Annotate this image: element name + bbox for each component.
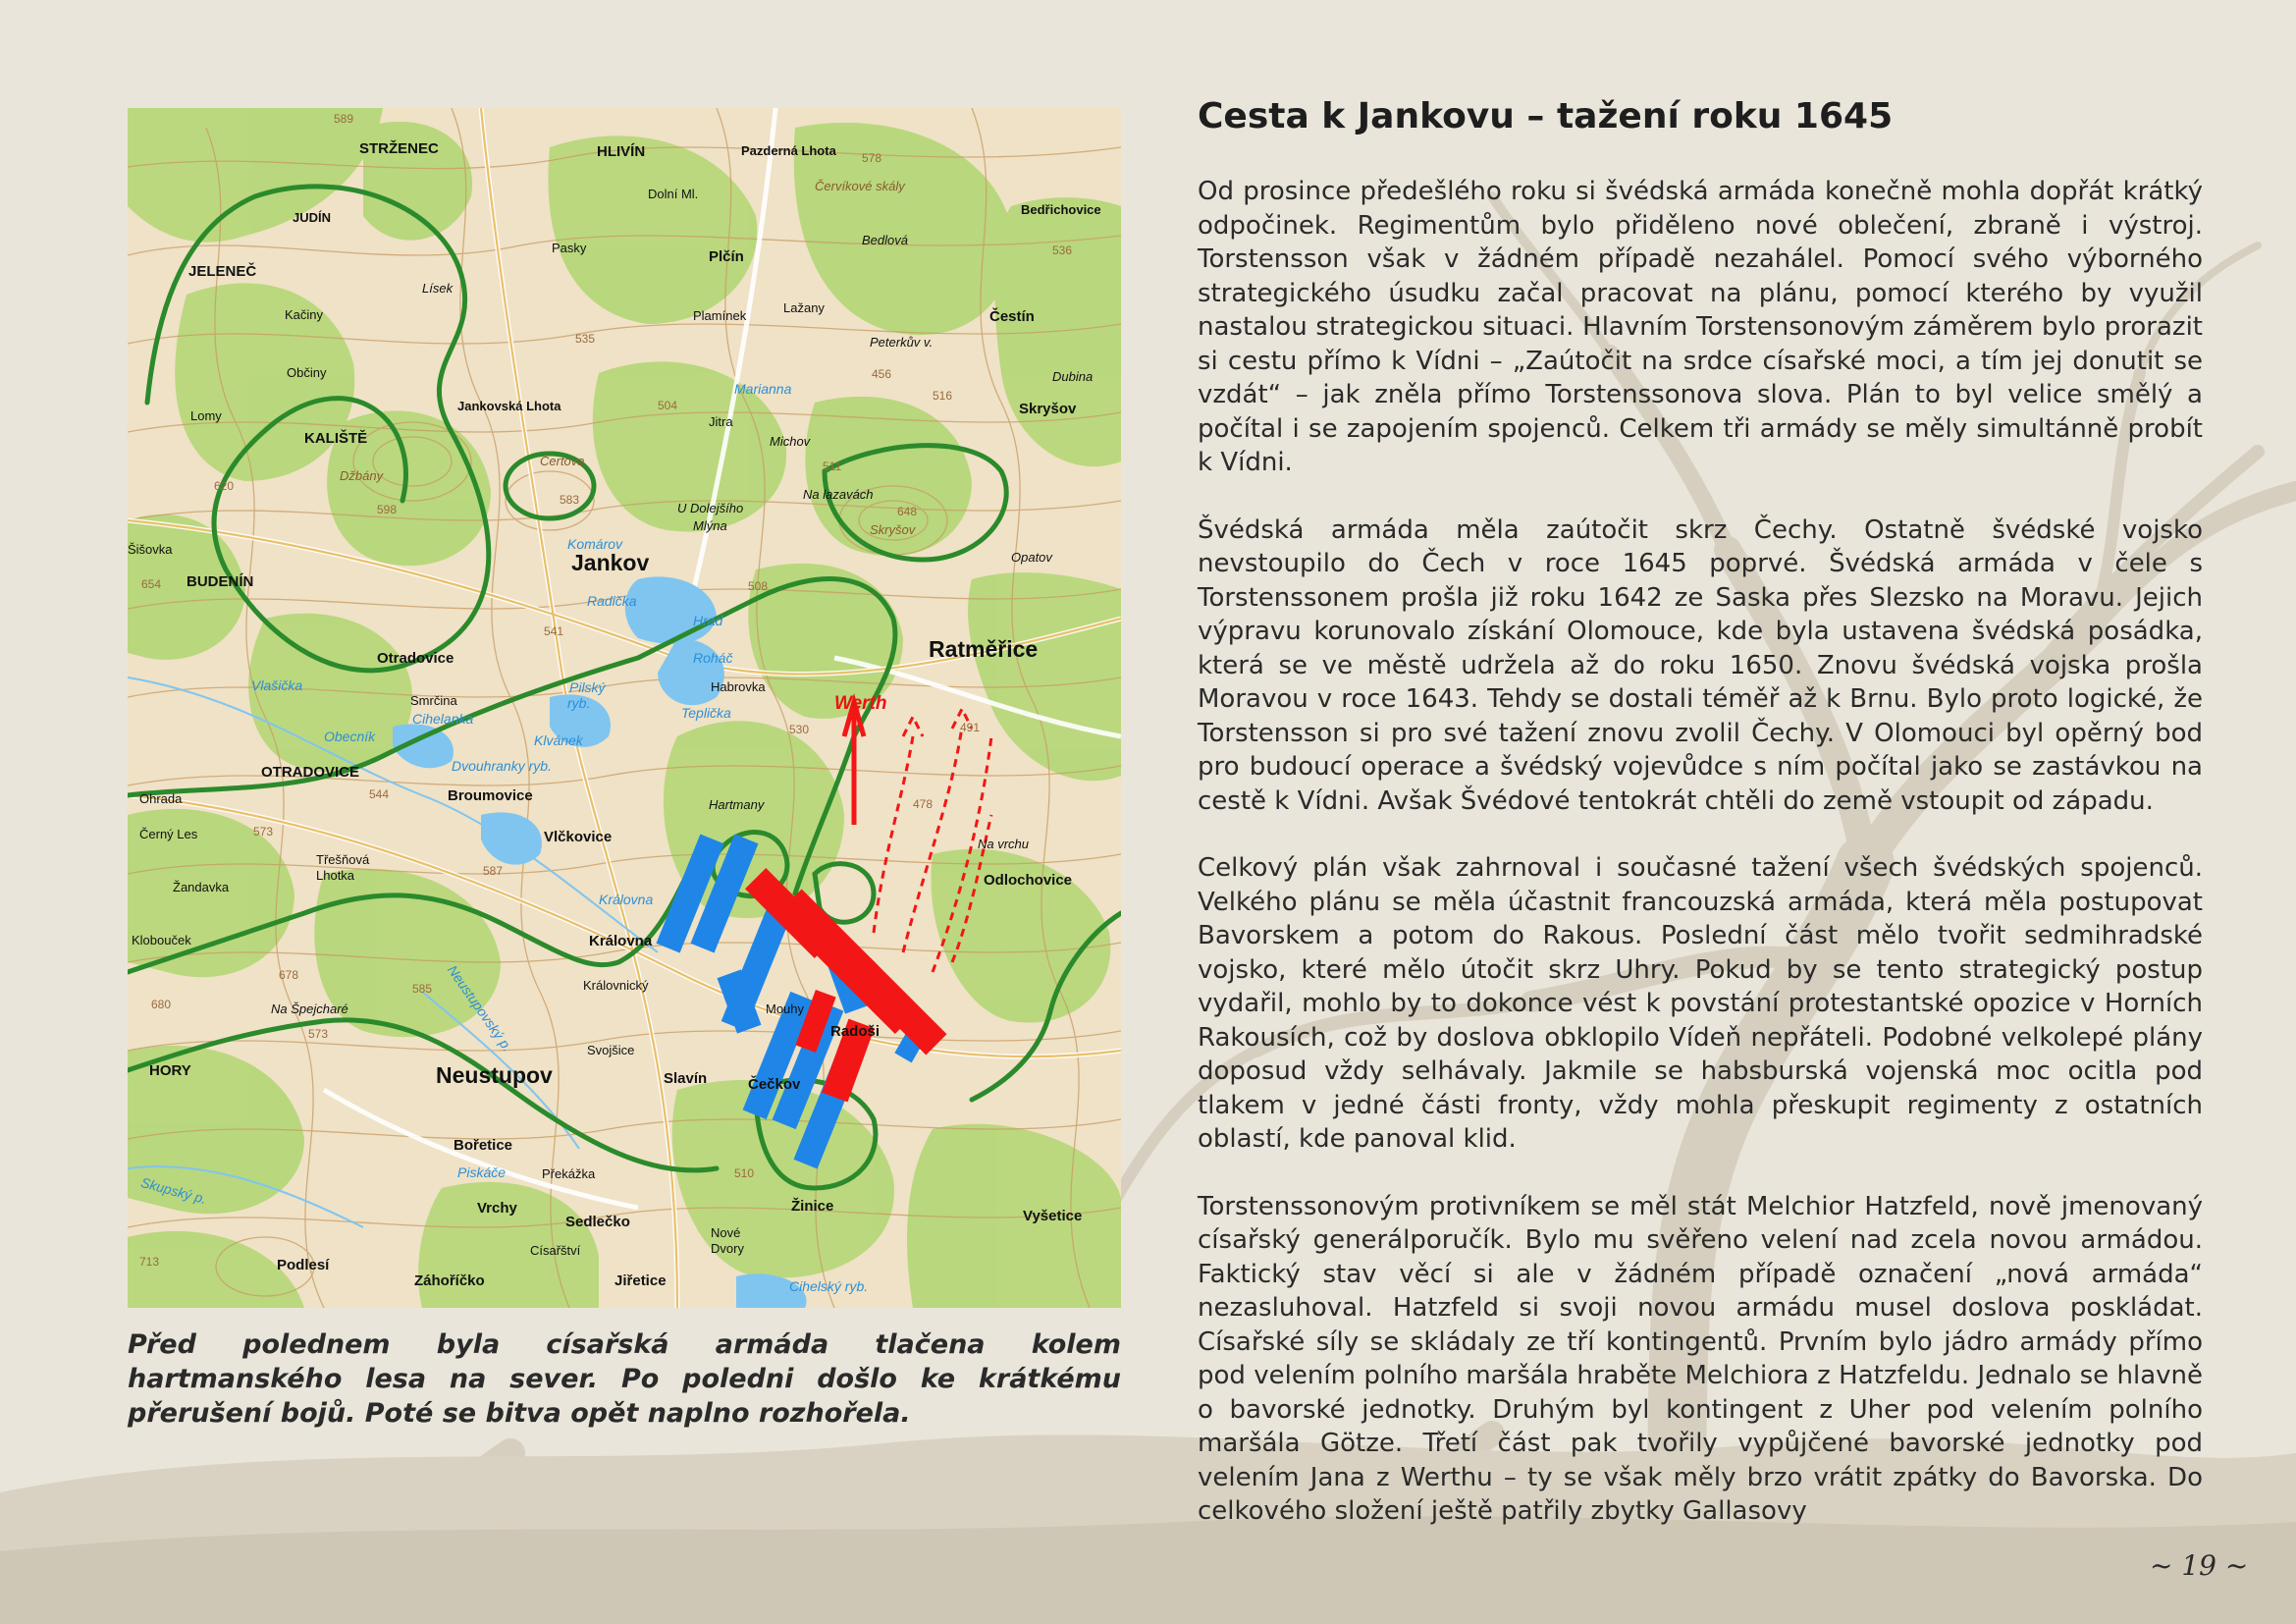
map-label-pasky: Pasky [552, 241, 587, 255]
map-label-hlivin: HLIVÍN [597, 143, 646, 160]
map-label-strzenec: STRŽENEC [359, 140, 439, 157]
elevation-label: 541 [544, 624, 564, 638]
map-label-cechkov: Čečkov [748, 1076, 801, 1093]
map-label-smrcina: Smrčina [410, 693, 457, 708]
map-label-dolni-mlyn: Dolní Ml. [648, 187, 699, 201]
battle-map [128, 108, 1121, 1308]
elevation-label: 544 [369, 787, 390, 801]
map-label-sisovka: Šišovka [128, 542, 173, 557]
map-label-lhotka: Lhotka [316, 868, 355, 883]
map-label-vrchy: Vrchy [477, 1200, 517, 1217]
map-label-dvory: Dvory [711, 1241, 744, 1256]
map-label-neustupov: Neustupov [436, 1062, 553, 1088]
map-label-otradovice-caps: OTRADOVICE [261, 764, 360, 781]
elevation-label: 516 [933, 389, 953, 403]
elevation-label: 535 [575, 332, 596, 346]
map-label-hartmany: Hartmany [709, 797, 765, 812]
map-label-zinice: Žinice [791, 1198, 834, 1215]
map-label-cisarstvi: Císařštví [530, 1243, 581, 1258]
map-label-kralovnicky: Královnický [583, 978, 649, 993]
map-caption: Před polednem byla císařská armáda tlačena kolem hartmanského lesa na sever. Po poledni došlo ke krátkému přerušení bojů. Poté se bitva opět naplno rozhořela. [128, 1329, 1121, 1429]
elevation-label: 678 [279, 968, 299, 982]
map-label-cihelsky: Cihelský ryb. [789, 1278, 869, 1294]
map-label-podlesi: Podlesí [277, 1257, 330, 1273]
map-label-cerny-les: Černý Les [139, 827, 198, 841]
map-label-skrysov: Skryšov [1019, 401, 1077, 417]
map-label-dvouhranky: Dvouhranky ryb. [452, 758, 552, 774]
map-label-broumovice: Broumovice [448, 787, 533, 804]
map-label-teplicka: Teplička [681, 705, 731, 721]
article-title: Cesta k Jankovu – tažení roku 1645 [1198, 96, 1894, 136]
elevation-label: 589 [334, 112, 354, 126]
map-label-dubina: Dubina [1052, 369, 1094, 384]
elevation-label: 478 [913, 797, 934, 811]
map-label-skrysov-hill: Skryšov [870, 522, 916, 537]
map-label-jankov: Jankov [571, 550, 650, 575]
map-label-radicka: Radička [587, 593, 637, 609]
map-label-mlyna: Mlýna [693, 518, 727, 533]
elevation-label: 573 [308, 1027, 329, 1041]
map-label-zahoricko: Záhoříčko [414, 1272, 485, 1289]
map-label-vysetice: Vyšetice [1023, 1208, 1083, 1224]
map-label-radosi: Radoši [830, 1023, 881, 1040]
article-paragraph: Celkový plán však zahrnoval i současné tažení všech švédských spojenců. Velkého plánu se měla účastnit francouzská armáda, která měla postupovat Bavorskem a potom do Rakous. Poslední část mělo tvořit sedmihradské vojsko, které mělo útočit skrz Uhry. Pokud by se tento strategický postup vydařil, mohlo by to dokonce vést k povstání protestantské opozice v Horních Rakousích, což by doslova obklopilo Vídeň nepřáteli. Podobné velkolepé plány doposud vždy selhávaly. Jakmile se habsburská vojenská moc ocitla pod tlakem v jedné části fronty, vždy mohla přeskupit regimenty z ostatních oblastí, kde panoval klid. [1198, 853, 2203, 1154]
map-label-vlckovice: Vlčkovice [544, 829, 613, 845]
map-label-ohrada: Ohrada [139, 791, 183, 806]
map-label-slavin: Slavín [664, 1070, 708, 1087]
page-number: ~ 19 ~ [2150, 1549, 2249, 1582]
map-label-budenin: BUDENÍN [187, 573, 254, 590]
article-paragraph: Od prosince předešlého roku si švédská armáda konečně mohla dopřát krátký odpočinek. Regimentům bylo přiděleno nové oblečení, zbraně i výstroj. Torstensson však v žádném případě nezahálel. Pomocí svého výborného strategického úsudku začal pracovat na plánu, pomocí kterého by využil nastalou strategickou situaci. Hlavním Torstensonovým záměrem bylo prorazit si cestu přímo k Vídni – „Zaútočit na srdce císařské moci, a tím jej donutit se vzdát“ – jak zněla přímo Torstenssonova slova. Plán to byl velice smělý a počítal i se zapojením spojenců. Celkem tři armády se měly simultánně probít k Vídni. [1198, 177, 2203, 477]
map-label-prekazka: Překážka [542, 1166, 596, 1181]
map-label-lazany: Lažany [783, 300, 825, 315]
map-label-neustupovsky: Neustupovský p. [444, 962, 516, 1055]
elevation-label: 587 [483, 864, 504, 878]
map-label-hrad: Hrad [693, 613, 723, 628]
article-paragraph: Torstenssonovým protivníkem se měl stát Melchior Hatzfeld, nově jmenovaný císařský generálporučík. Bylo mu svěřeno velení nad zcela novou armádou. Faktický stav věcí si ale v žádném případě označení „nová armáda“ nezasluhoval. Hatzfeld si svoji novou armádu musel doslova poskládat. Císařské síly se skládaly ze tří kontingentů. Prvním bylo jádro armády přímo pod velením polního maršála hraběte Melchiora z Hatzfeldu. Jednalo se hlavně o bavorské jednotky. Druhým byl kontingent z Uher pod velením polního maršála Götze. Třetí část pak tvořily vypůjčené bavorské jednotky pod velením Jana z Werthu – ty se však měly brzo vrátit zpátky do Bavorska. Do celkového složení ještě patřily zbytky Gallasovy [1198, 1191, 2203, 1526]
map-label-komarov: Komárov [567, 536, 623, 552]
map-label-lisek: Lísek [422, 281, 454, 296]
map-label-lomy: Lomy [190, 408, 222, 423]
elevation-label: 491 [960, 721, 981, 734]
map-label-habrovka: Habrovka [711, 679, 766, 694]
map-label-bedlova: Bedlová [862, 233, 908, 247]
map-label-skupsky: Skupský p. [138, 1174, 209, 1208]
map-label-certova: Čertova [540, 454, 585, 468]
map-label-zandavka: Žandavka [173, 880, 230, 894]
map-label-hory: HORY [149, 1062, 191, 1079]
map-label-otradovice: Otradovice [377, 650, 454, 667]
elevation-label: 648 [897, 505, 918, 518]
map-label-jankovska-lhota: Jankovská Lhota [457, 399, 561, 413]
elevation-label: 713 [139, 1255, 160, 1269]
map-label-rohac: Roháč [693, 650, 733, 666]
map-label-marianna: Marianna [734, 381, 792, 397]
map-label-kaliste: KALIŠTĚ [304, 430, 368, 447]
map-label-kralovna: Královna [589, 933, 653, 949]
map-label-judin: JUDÍN [293, 210, 332, 225]
elevation-label: 578 [862, 151, 882, 165]
elevation-label: 620 [214, 479, 235, 493]
elevation-label: 508 [748, 579, 769, 593]
map-label-piskace: Piskáče [457, 1164, 507, 1180]
map-label-peterkuv: Peterkův v. [870, 335, 934, 350]
map-label-obciny: Občiny [287, 365, 327, 380]
elevation-label: 530 [789, 723, 810, 736]
elevation-label: 654 [141, 577, 162, 591]
map-label-tresnova: Třešňová [316, 852, 370, 867]
elevation-label: 456 [872, 367, 892, 381]
map-label-cervikove: Červíkové skály [815, 179, 905, 193]
elevation-label: 511 [823, 460, 842, 473]
map-label-jitra: Jitra [709, 414, 733, 429]
map-label-opatov: Opatov [1011, 550, 1052, 565]
map-label-sedlecko: Sedlečko [565, 1214, 630, 1230]
map-label-boretice: Bořetice [454, 1137, 513, 1154]
elevation-label: 680 [151, 998, 172, 1011]
map-label-obecnik: Obecník [324, 729, 376, 744]
map-label-ratmerice: Ratměřice [929, 636, 1039, 662]
map-label-plaminek: Plamínek [693, 308, 747, 323]
map-label-jiretice: Jiřetice [614, 1272, 667, 1289]
map-label-odlochovice: Odlochovice [984, 872, 1073, 889]
map-label-svojsice: Svojšice [587, 1043, 635, 1057]
article-paragraph: Švédská armáda měla zaútočit skrz Čechy. Ostatně švédské vojsko nevstoupilo do Čech v roce 1645 poprvé. Švédská armáda v čele s Torstenssonem prošla již roku 1642 ze Saska přes Slezsko na Moravu. Jejich výpravu korunovalo získání Olomouce, kde byla ustavena švédská posádka, která se ve městě udržela až do roku 1650. Znovu švédská vojska prošla Moravou v roce 1643. Tehdy se dostali téměř až k Brnu. Bylo proto logické, že Torstensson si pro své tažení znovu zvolil Čechy. V Olomouci byl opěrný bod pro budoucí operace a švédský vojevůdce s ním počítal jako se zastávkou na cestě k Vídni. Avšak Švédové tentokrát chtěli do země vstoupit od západu. [1198, 514, 2203, 816]
map-label-klobouk: Klobouček [132, 933, 191, 947]
map-label-plcin: Plčín [709, 248, 744, 265]
map-label-jelenec: JELENEČ [188, 263, 257, 280]
map-label-mouhy: Mouhy [766, 1001, 805, 1016]
article-body [1198, 175, 2203, 1562]
map-label-dzbany: Džbány [340, 468, 384, 483]
elevation-label: 504 [658, 399, 678, 412]
map-label-nove: Nové [711, 1225, 741, 1240]
map-label-na-lazavach: Na lazavách [803, 487, 874, 502]
map-label-na-spejchare: Na Špejcharé [271, 1001, 348, 1016]
elevation-label: 573 [253, 825, 274, 839]
map-label-klvanek: Klvánek [534, 732, 583, 748]
map-label-u-dolejsiho: U Dolejšího [677, 501, 744, 515]
map-label-bedrichovice: Bedřichovice [1021, 202, 1101, 217]
map-label-cihelanka: Cihelanka [412, 711, 474, 727]
map-label-michov: Michov [770, 434, 811, 449]
map-label-kaciny: Kačiny [285, 307, 324, 322]
map-label-pazderna: Pazderná Lhota [741, 143, 836, 158]
elevation-label: 598 [377, 503, 398, 516]
map-label-na-vrchu: Na vrchu [978, 837, 1030, 851]
map-label-ryb: ryb. [567, 695, 591, 711]
map-terrain [128, 108, 1121, 1308]
map-label-cestin: Čestín [989, 308, 1035, 325]
elevation-label: 536 [1052, 244, 1073, 257]
elevation-label: 510 [734, 1166, 755, 1180]
elevation-label: 585 [412, 982, 433, 996]
map-label-pilsky: Pilský [569, 679, 606, 695]
map-label-kralovna-water: Královna [599, 892, 654, 907]
map-label-werth: Werth [834, 693, 887, 714]
map-label-vlasicka: Vlašička [251, 677, 303, 693]
elevation-label: 583 [560, 493, 580, 507]
